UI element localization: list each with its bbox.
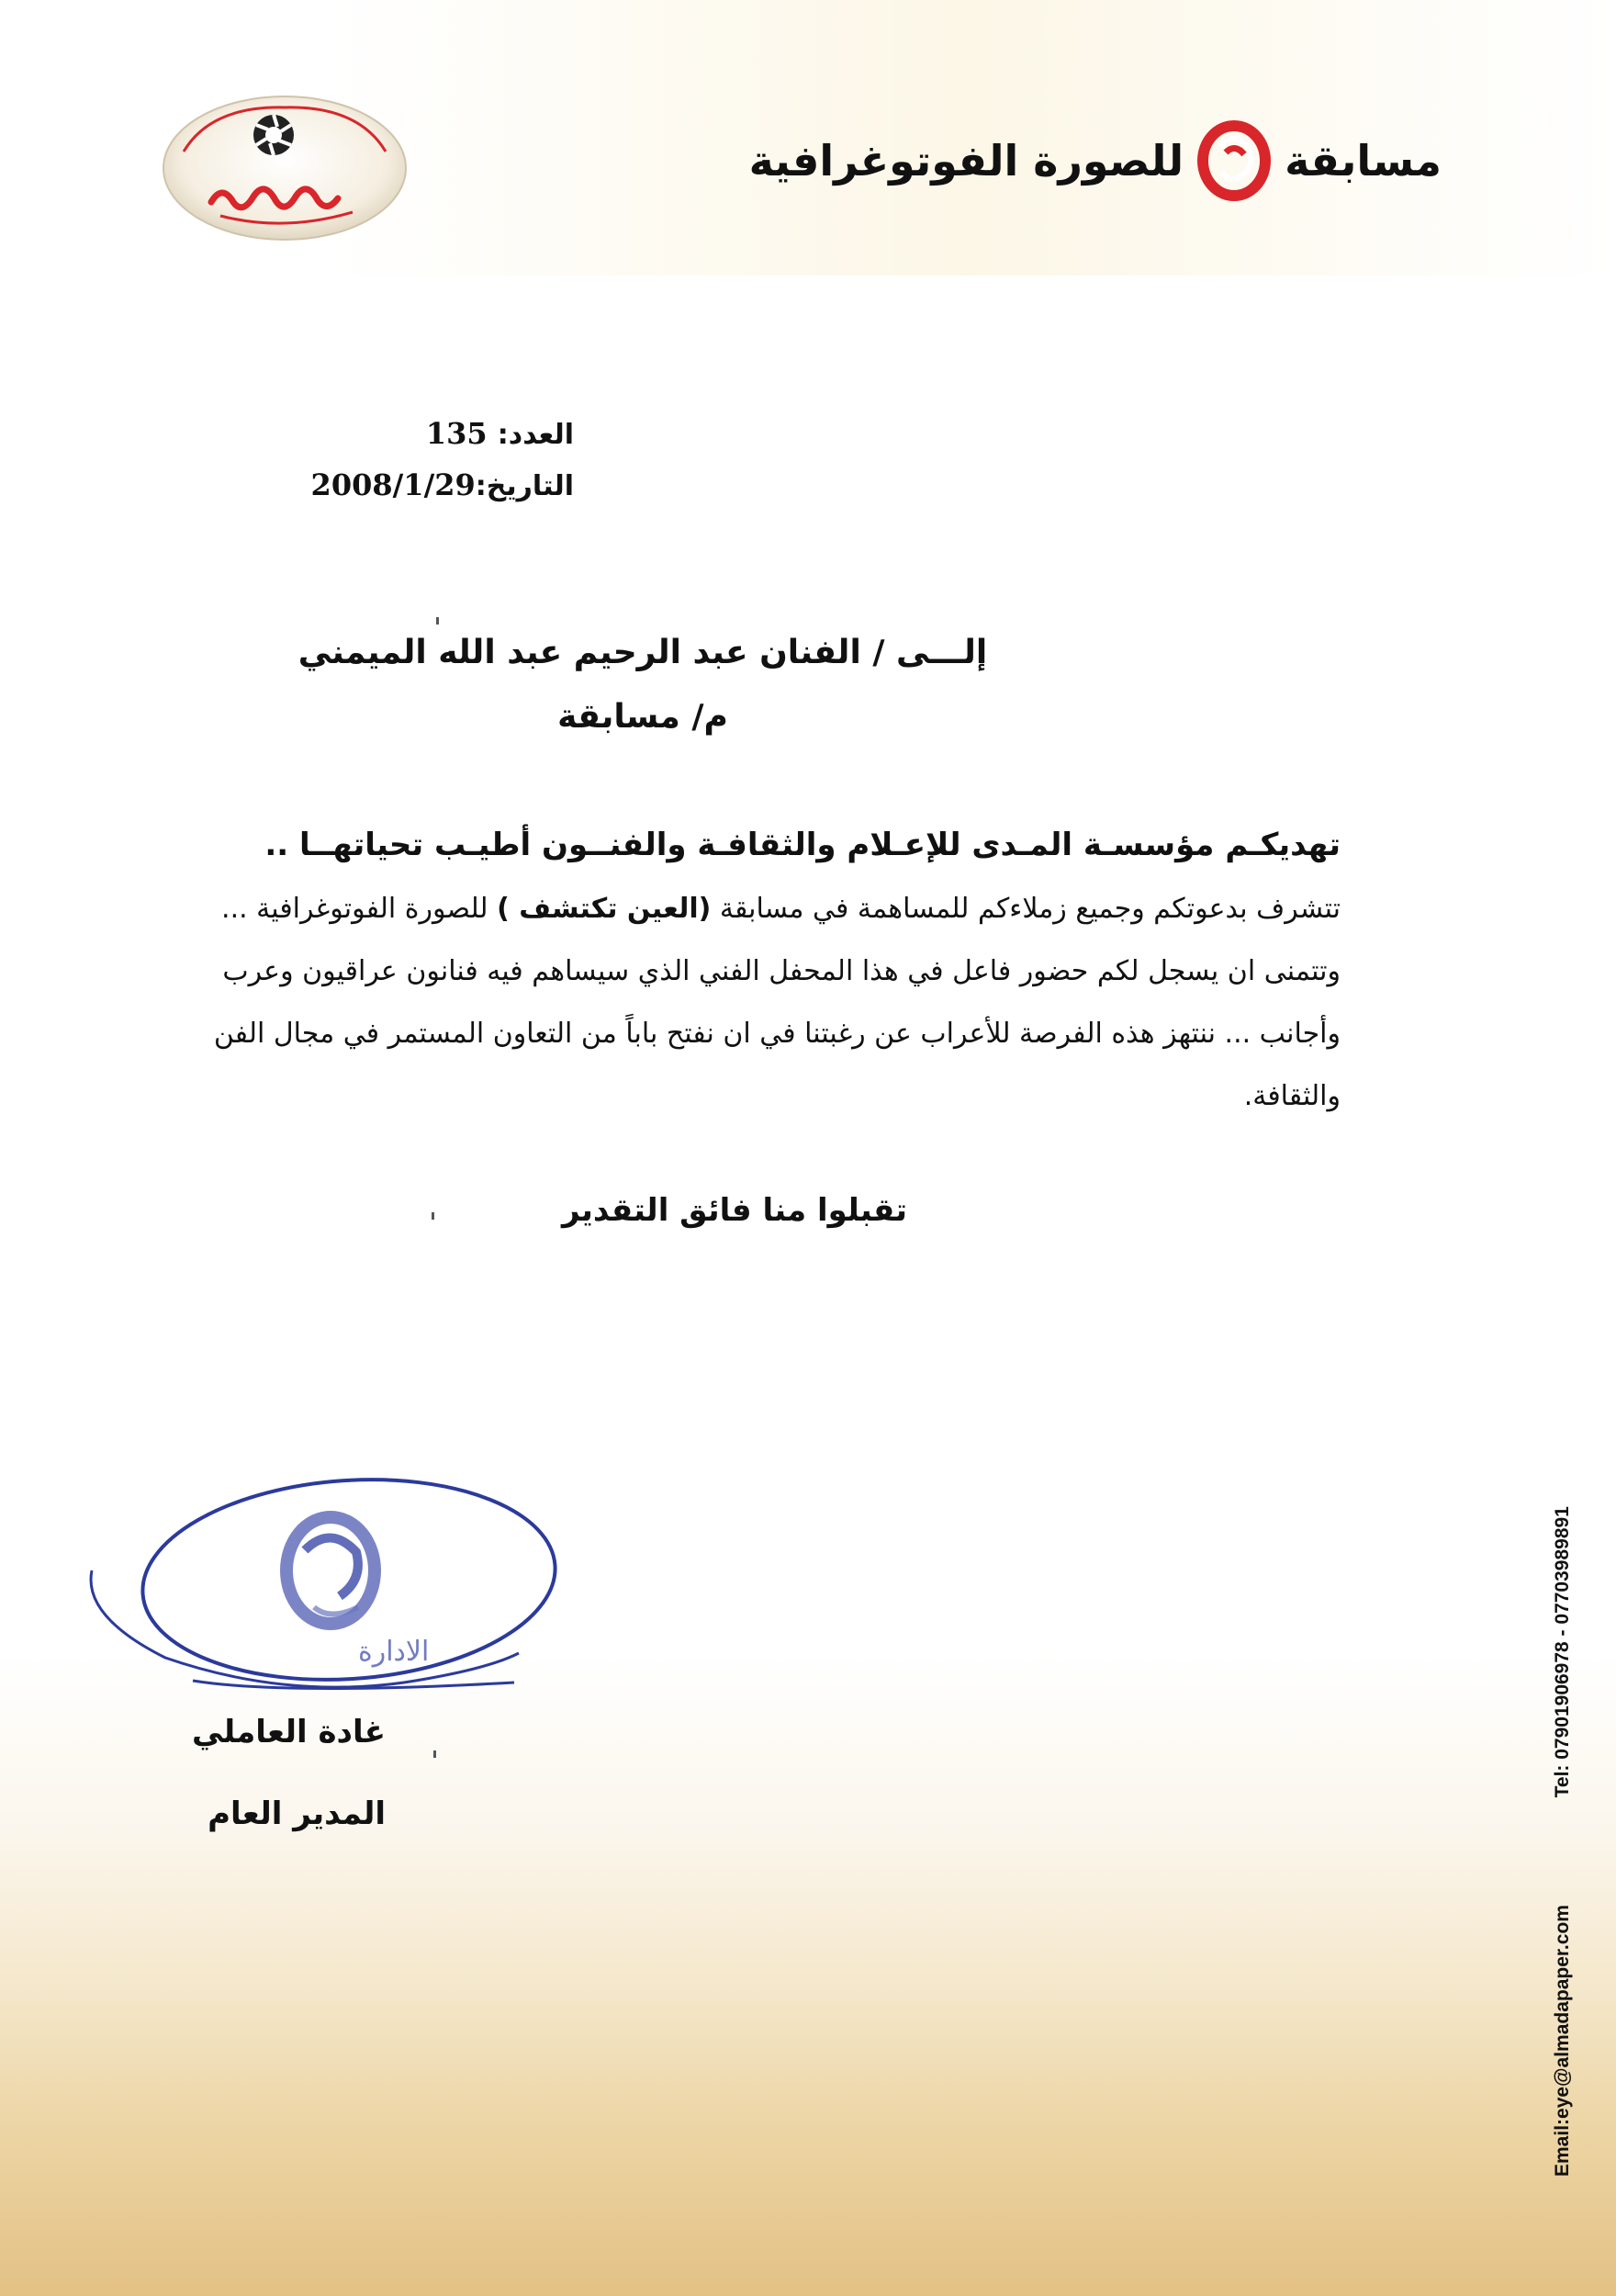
signer-title: المدير العام [208,1795,386,1832]
letterhead-title-part2: للصورة الفوتوغرافية [748,136,1184,186]
number-label: العدد: [497,419,574,451]
scan-mark [433,1750,436,1758]
stamp-label: الادارة [358,1636,430,1668]
body-line-3: وأجانب ... ننتهز هذه الفرصة للأعراب عن رغبتنا في ان نفتح باباً من التعاون المستمر في مجال الفن [213,1018,1341,1050]
contact-strip [1552,1258,1574,2177]
signer-name: غادة العاملي [191,1714,386,1750]
scan-mark [436,617,439,625]
greeting: تهديكـم مؤسسـة المـدى للإعـلام والثقافـة والفنــون أطيـب تحياتهــا .. [264,827,1341,863]
almada-logo-icon [1193,119,1275,202]
contact-email: Email:eye@almadapaper.com [1552,1905,1573,2177]
eye-discovers-logo-icon [156,87,413,248]
contact-phone: Tel: 07901906978 - 07703989891 [1552,1506,1573,1798]
letter-body [213,817,1341,1128]
closing-line: تقبلوا منا فائق التقدير [562,1192,907,1229]
body-paragraph [213,878,1341,1128]
body-line-1-start: تتشرف بدعوتكم وجميع زملاءكم للمساهمة في مسابقة [711,893,1341,925]
subject-line: م/ مسابقة [557,698,728,736]
scan-mark [432,1212,434,1220]
stamp-logo-icon [286,1517,375,1624]
reference-date [312,460,574,512]
reference-number [312,409,574,460]
date-label: التاريخ: [475,470,574,502]
letterhead-title-part1: مسابقة [1285,136,1442,186]
body-line-1-end: للصورة الفوتوغرافية ... [221,893,498,925]
official-stamp-and-signature [55,1469,588,1708]
recipient-line: إلـــى / الفنان عبد الرحيم عبد الله الميمني [297,634,988,671]
reference-block [312,409,574,512]
body-line-1 [221,878,1341,940]
body-line-2: وتتمنى ان يسجل لكم حضور فاعل في هذا المحفل الفني الذي سيساهم فيه فنانون عراقيون وعرب [222,955,1341,987]
number-value: 135 [425,416,488,451]
body-line-4: والثقافة. [1243,1080,1341,1112]
date-value: 2008/1/29 [310,467,476,502]
competition-name: (العين تكتشف ) [497,893,712,925]
letterhead-title [749,119,1442,202]
